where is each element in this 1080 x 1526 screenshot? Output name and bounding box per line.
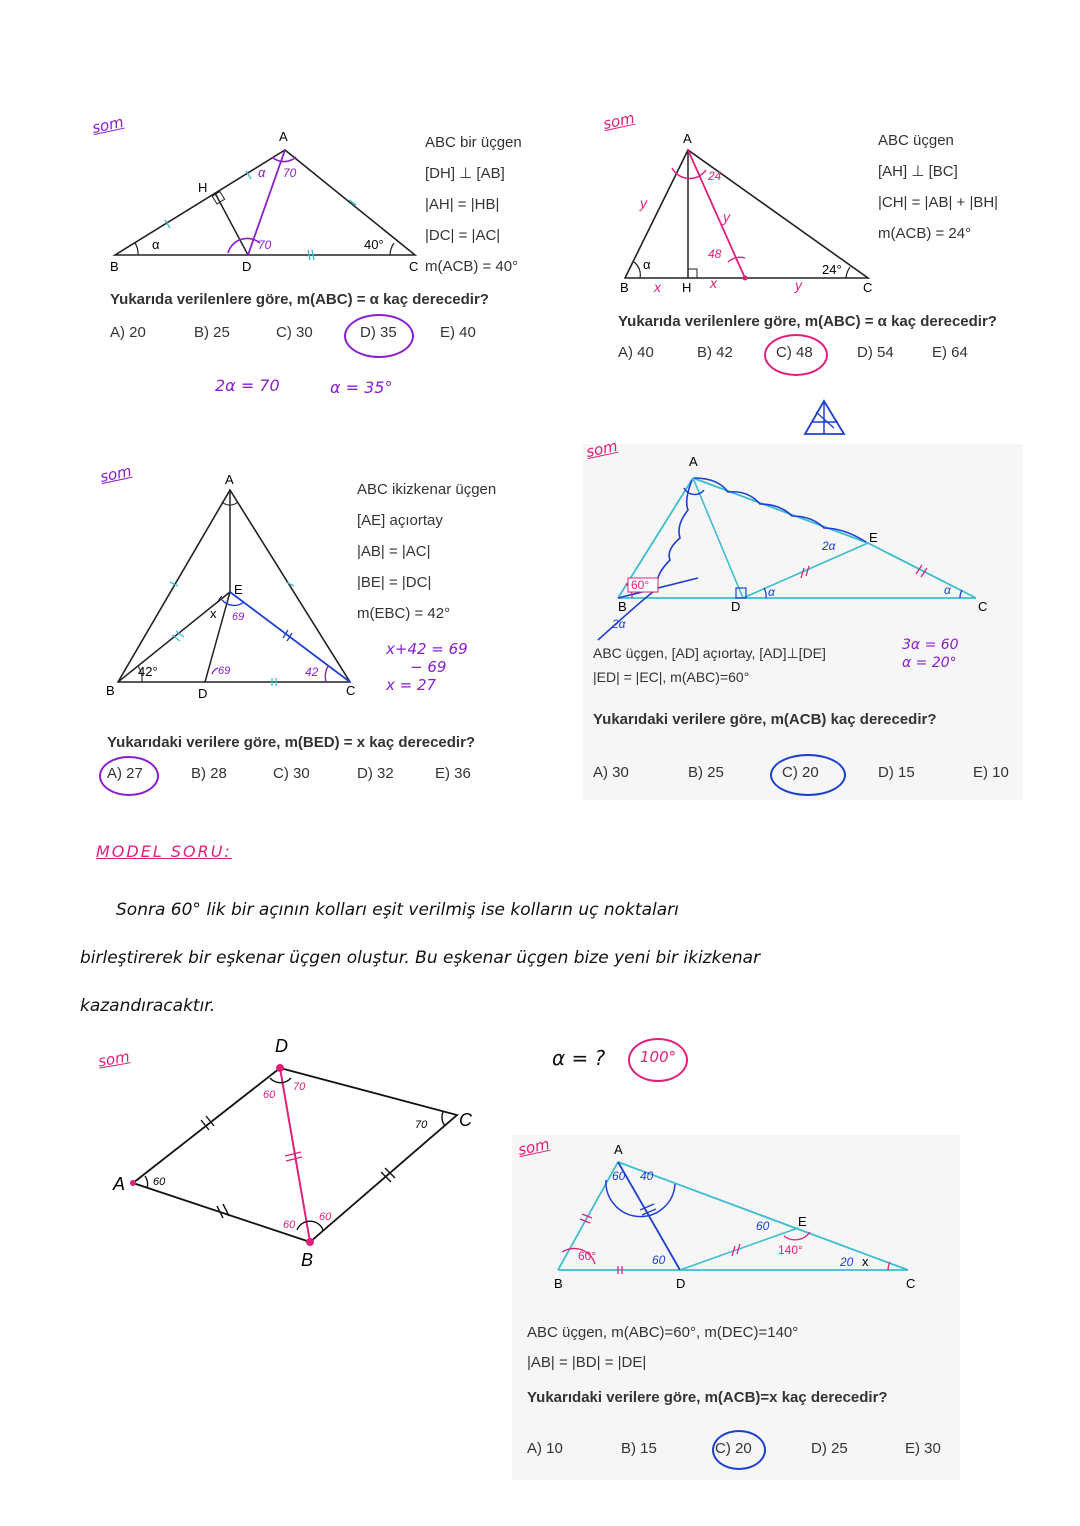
angle-arc-d	[228, 238, 260, 253]
option-e[interactable]: E) 64	[932, 344, 968, 361]
angle-arc-b	[135, 243, 138, 255]
given-list: ABC üçgen, [AD] açıortay, [AD]⊥[DE] |ED| = |EC|, m(ABC)=60°	[593, 645, 826, 685]
angle-arc-c	[442, 1112, 445, 1126]
tick-db-2	[286, 1157, 302, 1161]
label-d: D	[242, 259, 252, 274]
note-y-ad: y	[723, 209, 730, 225]
diagonal-db	[280, 1068, 310, 1242]
label-60: 60°	[631, 578, 650, 592]
label-b: B	[106, 683, 115, 698]
label-a: A	[614, 1142, 623, 1157]
tick-dc-2	[312, 250, 314, 260]
given-list: ABC üçgen, m(ABC)=60°, m(DEC)=140° |AB| = |BD| = |DE|	[527, 1324, 799, 1371]
wavy-ab-extension	[598, 480, 692, 640]
note-a60: 60	[153, 1176, 166, 1188]
note-48: 48	[708, 247, 722, 261]
option-d[interactable]: D) 54	[857, 344, 894, 361]
note-y-dc: y	[795, 277, 802, 293]
tick-de-2	[806, 566, 809, 576]
note-69-e: 69	[232, 611, 245, 623]
options	[110, 324, 510, 344]
label-d: D	[198, 686, 208, 701]
label-d: D	[731, 599, 741, 614]
label-a: A	[279, 129, 288, 144]
note-a-c: α	[944, 583, 951, 597]
note-x-hd: x	[710, 275, 717, 291]
option-e[interactable]: E) 10	[973, 764, 1009, 781]
option-b[interactable]: B) 42	[697, 344, 733, 361]
angle-arc-d	[764, 588, 766, 598]
angle-arc-e	[784, 1232, 810, 1240]
option-a[interactable]: A) 27	[107, 765, 143, 782]
option-c[interactable]: C) 20	[782, 764, 819, 781]
angle-arc-c	[325, 666, 328, 682]
option-b[interactable]: B) 28	[191, 765, 227, 782]
aside-answer-circle	[628, 1038, 688, 1082]
label-24: 24°	[822, 262, 842, 277]
som-tag: som	[584, 436, 620, 462]
option-b[interactable]: B) 25	[688, 764, 724, 781]
label-c: C	[978, 599, 988, 614]
option-d[interactable]: D) 32	[357, 765, 394, 782]
label-e: E	[798, 1214, 807, 1229]
som-tag: som	[601, 108, 637, 134]
given-list: ABC ikizkenar üçgen [AE] açıortay |AB| = |AC| |BE| = |DC| m(EBC) = 42°	[357, 481, 497, 622]
som-tag: som	[90, 112, 126, 138]
triangle-figure	[540, 1140, 940, 1300]
note-x-bh: x	[654, 279, 661, 295]
label-x: x	[210, 606, 217, 621]
point-d	[743, 276, 748, 281]
side-ae	[693, 478, 868, 543]
label-a: A	[113, 1174, 126, 1194]
note-c70: 70	[415, 1119, 428, 1131]
given-list: ABC üçgen [AH] ⊥ [BC] |CH| = |AB| + |BH| m(ACB) = 24°	[878, 132, 999, 242]
label-42: 42°	[138, 664, 158, 679]
note-d60: 60	[263, 1089, 276, 1101]
label-c: C	[863, 280, 873, 295]
option-c[interactable]: C) 20	[715, 1440, 752, 1457]
note-69-d: 69	[218, 665, 231, 677]
note-24: 24	[708, 169, 722, 183]
label-40: 40°	[364, 237, 384, 252]
label-alpha: α	[643, 257, 651, 272]
side-ec	[868, 543, 976, 598]
note-2a-b: 2α	[612, 617, 626, 631]
work-2: α = 35°	[330, 378, 393, 397]
note-alpha: α	[258, 165, 266, 180]
label-b: B	[110, 259, 119, 274]
triangle-figure	[588, 450, 1008, 645]
note-b60b: 60	[319, 1211, 332, 1223]
som-tag: som	[96, 1047, 131, 1071]
model-text: Sonra 60° lik bir açının kolları eşit verilmiş ise kolların uç noktaları birleştirerek bir eşkenar üçgen oluştur. Bu eşkenar üçgen bize yeni bir ikizkenar kazandıracaktır.	[80, 900, 761, 1016]
option-a[interactable]: A) 10	[527, 1440, 563, 1457]
label-x: x	[862, 1254, 869, 1269]
label-b: B	[301, 1250, 314, 1270]
note-70-d: 70	[258, 238, 272, 252]
angle-arc-c	[846, 267, 850, 278]
label-h: H	[198, 180, 208, 195]
label-d: D	[275, 1036, 288, 1056]
label-a: A	[683, 131, 692, 146]
answer-circle	[344, 314, 414, 358]
option-a[interactable]: A) 20	[110, 324, 146, 341]
label-b: B	[620, 280, 629, 295]
angle-arc-a	[606, 1180, 675, 1217]
option-d[interactable]: D) 25	[811, 1440, 848, 1457]
note-a-d: α	[768, 585, 775, 599]
label-h: H	[682, 280, 692, 295]
note-2a-e: 2α	[822, 539, 836, 553]
label-d: D	[676, 1276, 686, 1291]
segment-ad	[693, 478, 743, 598]
work: x+42 = 69 − 69 x = 27	[386, 640, 468, 694]
angle-arc-a	[272, 157, 296, 162]
triangle-figure	[610, 130, 880, 300]
label-b: B	[554, 1276, 563, 1291]
answer-circle	[712, 1430, 766, 1470]
label-alpha: α	[152, 237, 160, 252]
answer-circle	[99, 756, 159, 796]
option-e[interactable]: E) 36	[435, 765, 471, 782]
note-a60: 60	[612, 1169, 626, 1183]
rhombus-figure	[105, 1030, 485, 1270]
som-tag: som	[516, 1134, 552, 1160]
option-e[interactable]: E) 40	[440, 324, 476, 341]
option-d[interactable]: D) 15	[878, 764, 915, 781]
note-b60: 60	[283, 1219, 296, 1231]
tick-dc-1	[308, 250, 310, 260]
option-d[interactable]: D) 35	[360, 324, 397, 341]
option-c[interactable]: C) 30	[276, 324, 313, 341]
triangle-abc	[625, 150, 868, 278]
work: 3α = 60 α = 20°	[902, 637, 959, 671]
label-a: A	[689, 454, 698, 469]
label-60: 60°	[578, 1249, 597, 1263]
angle-arc-b	[634, 262, 640, 278]
note-d60: 60	[652, 1253, 666, 1267]
label-140: 140°	[778, 1243, 803, 1257]
work-1: 2α = 70	[215, 376, 280, 395]
option-e[interactable]: E) 30	[905, 1440, 941, 1457]
label-b: B	[618, 599, 627, 614]
triangle-figure	[100, 125, 430, 275]
label-c: C	[346, 683, 356, 698]
question-text: Yukarıdaki verilere göre, m(BED) = x kaç derecedir?	[107, 734, 476, 751]
point-d	[276, 1064, 284, 1072]
model-title: MODEL SORU:	[96, 842, 232, 861]
option-a[interactable]: A) 40	[618, 344, 654, 361]
label-a: A	[225, 472, 234, 487]
doodle-icon	[800, 398, 848, 438]
note-42-c: 42	[305, 665, 319, 679]
option-a[interactable]: A) 30	[593, 764, 629, 781]
note-e60: 60	[756, 1219, 770, 1233]
tick-db-1	[285, 1152, 301, 1156]
note-70-a: 70	[283, 166, 297, 180]
given-list: ABC bir üçgen [DH] ⊥ [AB] |AH| = |HB| |DC| = |AC| m(ACB) = 40°	[425, 134, 522, 275]
option-b[interactable]: B) 15	[621, 1440, 657, 1457]
option-c[interactable]: C) 30	[273, 765, 310, 782]
angle-arc-c	[390, 243, 394, 255]
options	[107, 765, 507, 785]
triangle-figure	[100, 470, 370, 705]
aside-question: α = ?	[552, 1046, 606, 1070]
aside-answer: 100°	[640, 1048, 677, 1066]
angle-arc-d	[270, 1078, 291, 1083]
point-a	[130, 1180, 136, 1186]
note-c20: 20	[840, 1255, 854, 1269]
question-text: Yukarıdaki verilere göre, m(ACB) kaç derecedir?	[593, 711, 937, 728]
label-e: E	[869, 530, 878, 545]
answer-circle	[770, 754, 846, 796]
note-y-ab: y	[640, 195, 647, 211]
label-c: C	[906, 1276, 916, 1291]
question-text: Yukarıda verilenlere göre, m(ABC) = α kaç derecedir?	[618, 313, 997, 330]
label-e: E	[234, 582, 243, 597]
segment-de	[743, 543, 868, 598]
label-c: C	[409, 259, 419, 274]
option-b[interactable]: B) 25	[194, 324, 230, 341]
angle-arc-c	[960, 590, 962, 598]
right-angle-mark	[688, 269, 697, 278]
option-c[interactable]: C) 48	[776, 344, 813, 361]
question-text: Yukarıda verilenlere göre, m(ABC) = α kaç derecedir?	[110, 291, 489, 308]
note-a40: 40	[640, 1169, 654, 1183]
label-c: C	[459, 1110, 472, 1130]
question-text: Yukarıdaki verilere göre, m(ACB)=x kaç derecedir?	[527, 1389, 888, 1406]
point-b	[306, 1238, 314, 1246]
note-d70: 70	[293, 1081, 306, 1093]
som-tag: som	[98, 461, 134, 487]
answer-circle	[764, 334, 828, 376]
